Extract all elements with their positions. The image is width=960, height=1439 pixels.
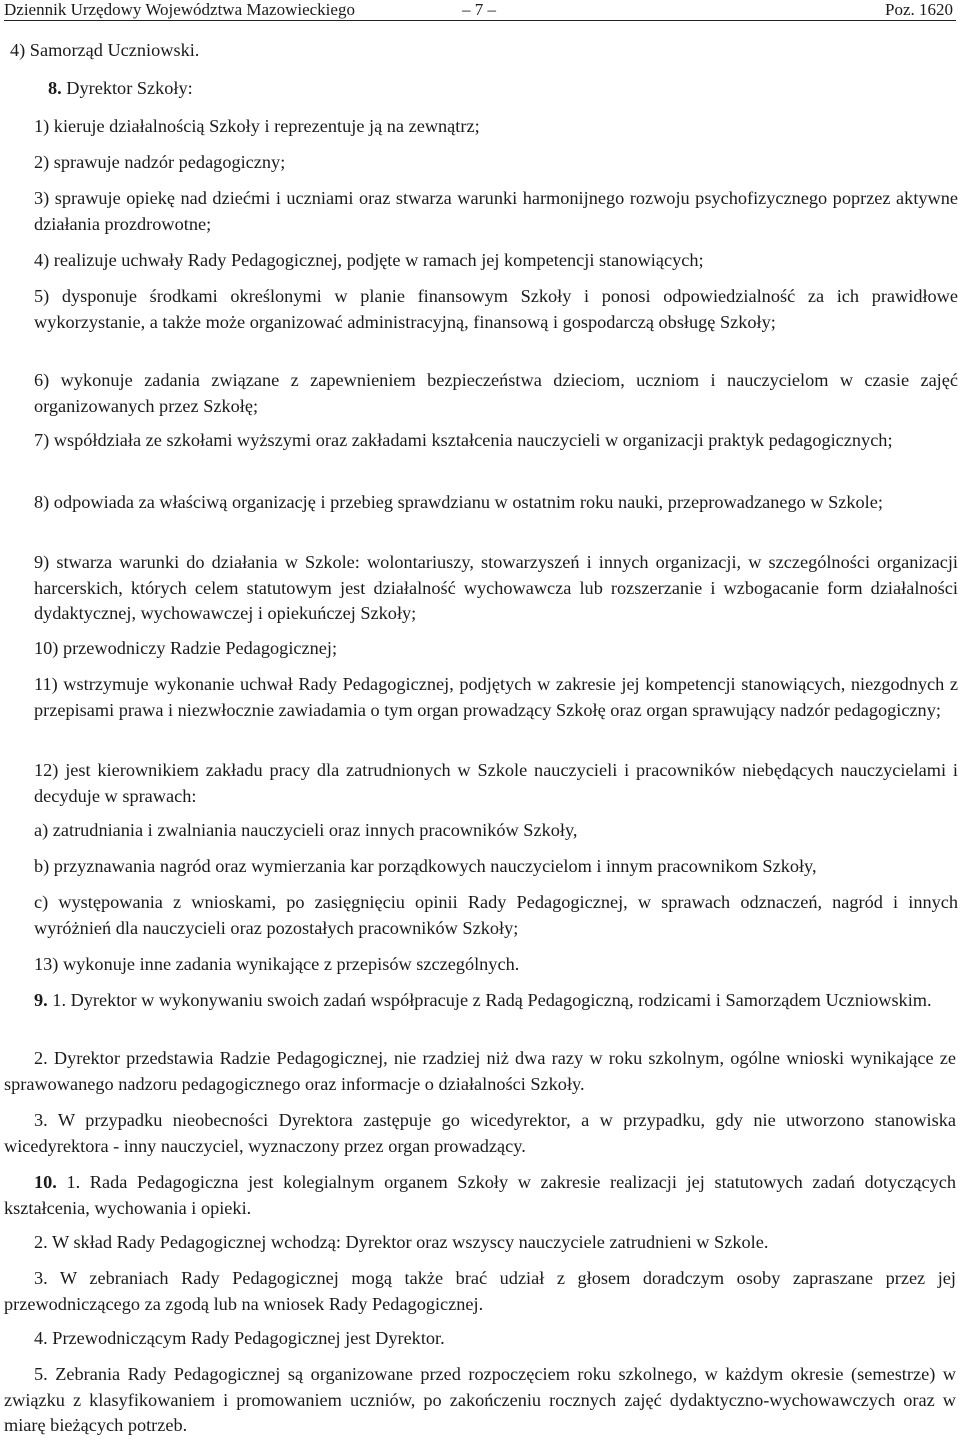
list-item: 4) realizuje uchwały Rady Pedagogicznej, podjęte w ramach jej kompetencji stanowiących; (34, 250, 704, 270)
publication-title: Dziennik Urzędowy Województwa Mazowieckiego (4, 0, 355, 19)
section-number: 9. (34, 990, 48, 1010)
section-number: 10. (34, 1172, 57, 1192)
section-9-paragraph-2: 2. Dyrektor przedstawia Radzie Pedagogicznej, nie rzadziej niż dwa razy w roku szkolnym, ogólne wnioski wynikające ze sprawowanego nadzoru pedagogicznego oraz informacje o działalności Szkoły. (4, 1048, 956, 1094)
section-9-paragraph-3: 3. W przypadku nieobecności Dyrektora zastępuje go wicedyrektor, a w przypadku, gdy nie utworzono stanowiska wicedyrektora - inny nauczyciel, wyznaczony przez organ prowadzący. (4, 1110, 956, 1156)
section-10-paragraph-4: 4. Przewodniczącym Rady Pedagogicznej jest Dyrektor. (34, 1328, 445, 1348)
position-number: Poz. 1620 (885, 0, 953, 19)
list-item: 12) jest kierownikiem zakładu pracy dla zatrudnionych w Szkole nauczycieli i pracowników niebędących nauczycielami i decyduje w sprawach: (34, 760, 958, 806)
section-10-paragraph-3: 3. W zebraniach Rady Pedagogicznej mogą także brać udział z głosem doradczym osoby zapraszane przez jej przewodniczącego za zgodą lub na wniosek Rady Pedagogicznej. (4, 1268, 956, 1314)
sub-list-item: a) zatrudniania i zwalniania nauczycieli oraz innych pracowników Szkoły, (34, 820, 578, 840)
list-item: 6) wykonuje zadania związane z zapewnieniem bezpieczeństwa dzieciom, uczniom i nauczycielom w czasie zajęć organizowanych przez Szkołę; (34, 370, 958, 416)
section-number: 8. (48, 78, 62, 98)
list-item: 8) odpowiada za właściwą organizację i przebieg sprawdzianu w ostatnim roku nauki, przeprowadzanego w Szkole; (34, 492, 883, 512)
list-item: 7) współdziała ze szkołami wyższymi oraz zakładami kształcenia nauczycieli w organizacji praktyk pedagogicznych; (34, 430, 893, 450)
section-8-heading (48, 76, 928, 102)
list-item: 9) stwarza warunki do działania w Szkole: wolontariuszy, stowarzyszeń i innych organizacji, w szczególności organizacji harcerskich, których celem statutowym jest działalność wychowawcza lub rozszerzanie i wzbogacanie form działalności dydaktycznej, wychowawczej i opiekuńczej Szkoły; (34, 552, 958, 623)
list-item: 10) przewodniczy Radzie Pedagogicznej; (34, 638, 338, 658)
sub-list-item: b) przyznawania nagród oraz wymierzania kar porządkowych nauczycielom i innym pracownikom Szkoły, (34, 856, 817, 876)
section-9-paragraph-1: 9. 1. Dyrektor w wykonywaniu swoich zadań współpracuje z Radą Pedagogiczną, rodzicami i Samorządem Uczniowskim. (34, 990, 932, 1010)
sub-list-item: c) występowania z wnioskami, po zasięgnięciu opinii Rady Pedagogicznej, w sprawach odznaczeń, nagród i innych wyróżnień dla nauczycieli oraz pozostałych pracowników Szkoły; (34, 892, 958, 938)
section-text: Dyrektor Szkoły: (66, 78, 193, 98)
list-item: 3) sprawuje opiekę nad dziećmi i uczniami oraz stwarza warunki harmonijnego rozwoju psychofizycznego poprzez aktywne działania prozdrowotne; (34, 188, 958, 234)
list-item: 11) wstrzymuje wykonanie uchwał Rady Pedagogicznej, podjętych w zakresie jej kompetencji stanowiących, niezgodnych z przepisami prawa i niezwłocznie zawiadamia o tym organ prowadzący Szkołę oraz organ sprawujący nadzór pedagogiczny; (34, 674, 958, 720)
section-10-paragraph-5: 5. Zebrania Rady Pedagogicznej są organizowane przed rozpoczęciem roku szkolnego, w każdym okresie (semestrze) w związku z klasyfikowaniem i promowaniem uczniów, po zakończeniu rocznych zajęć dydaktyczno-wychowawczych oraz w miarę bieżących potrzeb. (4, 1364, 956, 1435)
list-item: 2) sprawuje nadzór pedagogiczny; (34, 152, 286, 172)
item-student-government: 4) Samorząd Uczniowski. (10, 40, 200, 60)
list-item: 13) wykonuje inne zadania wynikające z przepisów szczególnych. (34, 954, 520, 974)
page-number: – 7 – (462, 0, 496, 19)
section-10-paragraph-2: 2. W skład Rady Pedagogicznej wchodzą: Dyrektor oraz wszyscy nauczyciele zatrudnieni w Szkole. (34, 1232, 769, 1252)
list-item: 1) kieruje działalnością Szkoły i reprezentuje ją na zewnątrz; (34, 116, 480, 136)
section-10-paragraph-1: 10. 1. Rada Pedagogiczna jest kolegialnym organem Szkoły w zakresie realizacji jej statutowych zadań dotyczących kształcenia, wychowania i opieki. (4, 1172, 956, 1218)
list-item: 5) dysponuje środkami określonymi w planie finansowym Szkoły i ponosi odpowiedzialność za ich prawidłowe wykorzystanie, a także może organizować administracyjną, finansową i gospodarczą obsługę Szkoły; (34, 286, 958, 332)
